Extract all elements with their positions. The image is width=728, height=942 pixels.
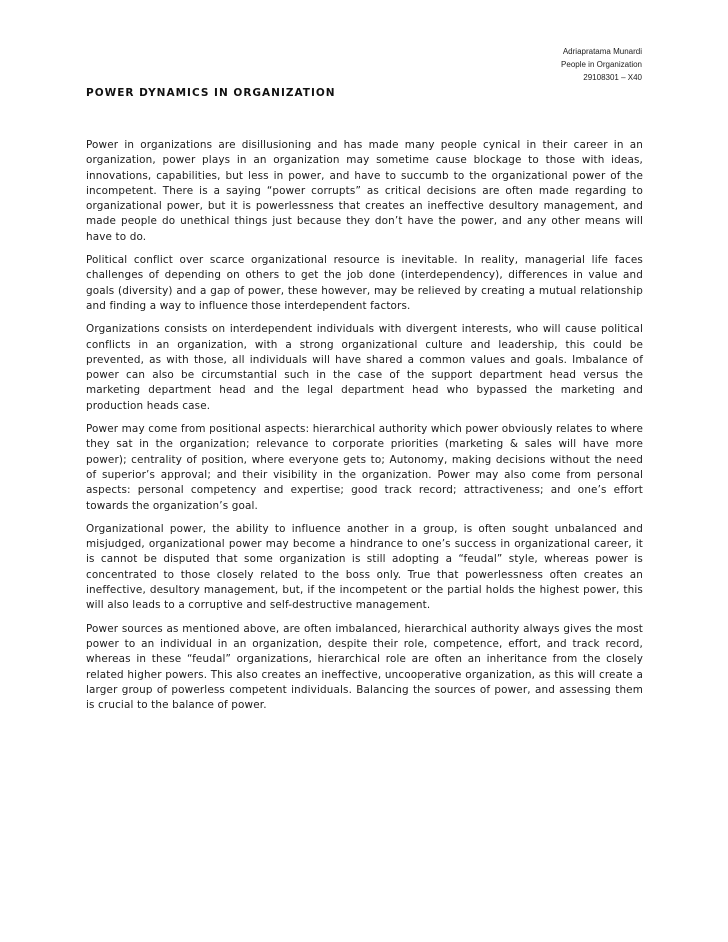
student-id: 29108301 – X40 [583, 73, 642, 82]
document-header [561, 45, 642, 84]
paragraph-1: Power in organizations are disillusioning and has made many people cynical in their career in an organization, power plays in an organization may sometime cause blockage to those with ideas, innovations, capabilities, but less in power, and have to succumb to the organizational power of the incompetent. There is a saying “power corrupts” as critical decisions are often made regarding to organizational power, but it is powerlessness that creates an ineffective desultory management, and made people do unethical things just because they don’t have the power, and any other means will have to do. [86, 139, 643, 243]
document-body [86, 138, 643, 721]
paragraph-5: Organizational power, the ability to influence another in a group, is often sought unbalanced and misjudged, organizational power may become a hindrance to one’s success in organizational career, it is cannot be disputed that some organization is still adopting a “feudal” style, whereas power is concentrated to those closely related to the boss only. True that powerlessness often creates an ineffective, desultory management, but, if the incompetent or the partial holds the highest power, this will also leads to a corruptive and self-destructive management. [86, 522, 643, 612]
course-name: People in Organization [561, 60, 642, 69]
paragraph-6: Power sources as mentioned above, are often imbalanced, hierarchical authority always gives the most power to an individual in an organization, despite their role, competence, effort, and track record, whereas in these “feudal” organizations, hierarchical role are often an inheritance from the closely related higher powers. This also creates an ineffective, uncooperative organization, as this will create a larger group of powerless competent individuals. Balancing the sources of power, and assessing them is crucial to the balance of power. [86, 622, 643, 712]
document-title: POWER DYNAMICS IN ORGANIZATION [86, 87, 336, 99]
paragraph-2: Political conflict over scarce organizational resource is inevitable. In reality, managerial life faces challenges of depending on others to get the job done (interdependency), differences in value and goals (diversity) and a gap of power, these however, may be relieved by creating a mutual relationship and finding a way to influence those interdependent factors. [86, 254, 643, 312]
paragraph-4: Power may come from positional aspects: hierarchical authority which power obviously relates to where they sat in the organization; relevance to corporate priorities (marketing & sales will have more power); centrality of position, where everyone gets to; Autonomy, making decisions without the need of superior’s approval; and their visibility in the organization. Power may also come from personal aspects: personal competency and expertise; good track record; attractiveness; and one’s effort towards the organization’s goal. [86, 423, 643, 512]
paragraph-3: Organizations consists on interdependent individuals with divergent interests, who will cause political conflicts in an organization, with a strong organizational culture and leadership, this could be prevented, as with those, all individuals will have shared a common values and goals. Imbalance of power can also be circumstantial such in the case of the support department head versus the marketing department head and the legal department head who bypassed the marketing and production heads case. [86, 323, 643, 412]
author-name: Adriapratama Munardi [562, 47, 642, 56]
